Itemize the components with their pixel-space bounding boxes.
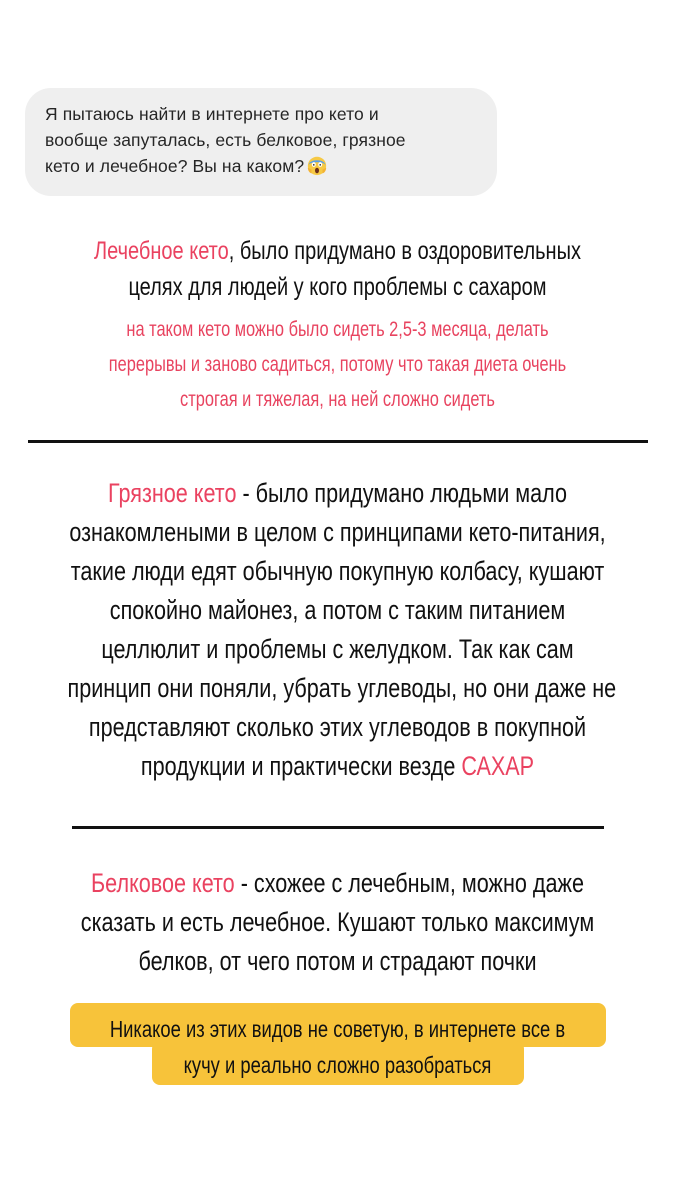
medical-keto-heading bbox=[68, 233, 608, 269]
conclusion-line: кучу и реально сложно разобраться bbox=[183, 1052, 492, 1078]
dirty-keto-line: такие люди едят обычную покупную колбасу, кушают bbox=[70, 556, 605, 586]
medical-keto-note bbox=[74, 312, 601, 417]
dirty-keto-block bbox=[67, 474, 617, 786]
conclusion-line: Никакое из этих видов не советую, в интернете все в bbox=[109, 1016, 566, 1042]
sugar-word: САХАР bbox=[461, 751, 535, 781]
medical-note-line: строгая и тяжелая, на ней сложно сидеть bbox=[180, 388, 495, 411]
question-line-text: кето и лечебное? Вы на каком? bbox=[45, 156, 305, 176]
dirty-keto-line: целлюлит и проблемы с желудком. Так как сам bbox=[101, 634, 574, 664]
dirty-keto-line: принцип они поняли, убрать углеводы, но они даже не bbox=[67, 673, 617, 703]
dirty-keto-line: представляют сколько этих углеводов в покупной bbox=[88, 712, 587, 742]
protein-keto-line: белков, от чего потом и страдают почки bbox=[138, 946, 537, 976]
dirty-keto-line-text: продукции и практически везде bbox=[140, 751, 462, 781]
dirty-keto-line: ознакомлеными в целом с принципами кето-питания, bbox=[69, 517, 606, 547]
question-bubble bbox=[25, 88, 497, 196]
protein-keto-line: сказать и есть лечебное. Кушают только максимум bbox=[80, 907, 595, 937]
protein-keto-heading bbox=[68, 864, 608, 903]
medical-keto-term: Лечебное кето bbox=[94, 237, 229, 265]
dirty-keto-text: - было придумано людьми мало bbox=[236, 478, 567, 508]
dirty-keto-line: спокойно майонез, а потом с таким питанием bbox=[109, 595, 566, 625]
screaming-face-icon bbox=[306, 154, 328, 176]
dirty-keto-term: Грязное кето bbox=[108, 478, 237, 508]
medical-note-line: на таком кето можно было сидеть 2,5-3 месяца, делать bbox=[126, 318, 549, 341]
dirty-keto-last-line bbox=[68, 747, 608, 786]
medical-keto-text: , было придумано в оздоровительных bbox=[228, 237, 581, 265]
dirty-keto-heading bbox=[68, 474, 608, 513]
conclusion-text bbox=[68, 1011, 608, 1083]
medical-keto-block bbox=[68, 233, 608, 305]
protein-keto-text: - схожее с лечебным, можно даже bbox=[234, 868, 584, 898]
divider bbox=[72, 826, 604, 829]
question-line bbox=[45, 153, 477, 179]
protein-keto-term: Белковое кето bbox=[91, 868, 235, 898]
divider bbox=[28, 440, 648, 443]
question-line: вообще запуталась, есть белковое, грязное bbox=[45, 130, 406, 150]
question-line: Я пытаюсь найти в интернете про кето и bbox=[45, 104, 379, 124]
protein-keto-block bbox=[68, 864, 608, 981]
medical-note-line: перерывы и заново садиться, потому что такая диета очень bbox=[108, 353, 567, 376]
medical-keto-text: целях для людей у кого проблемы с сахаром bbox=[128, 273, 547, 301]
